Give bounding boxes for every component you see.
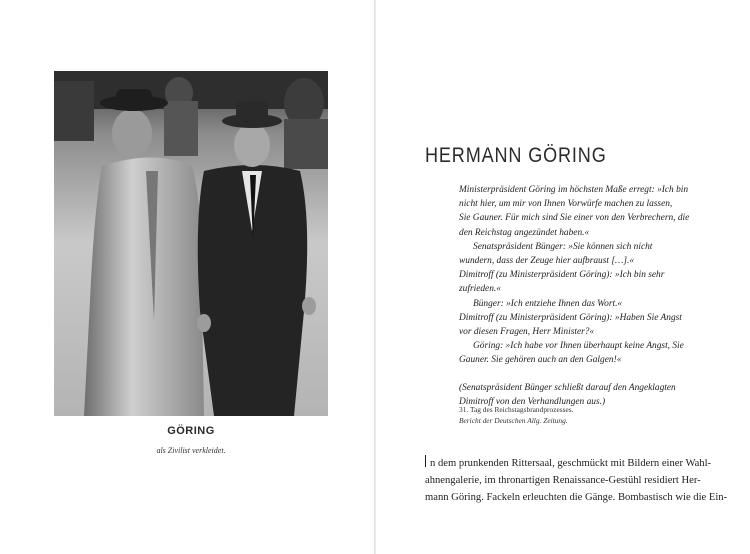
trial-transcript-quote bbox=[459, 183, 709, 409]
quote-source bbox=[459, 405, 709, 426]
source-line: 31. Tag des Reichstagsbrandprozesses. bbox=[459, 405, 574, 414]
body-line: ahnengalerie, im thronartigen Renaissance-Gestühl residiert Her- bbox=[425, 475, 701, 486]
body-line bbox=[425, 455, 712, 472]
photo-subcaption: als Zivilist verkleidet. bbox=[156, 446, 226, 455]
quote-line: Bünger: »Ich entziehe Ihnen das Wort.« bbox=[473, 298, 623, 309]
stage-note-line: (Senatspräsident Bünger schließt darauf den Angeklagten bbox=[459, 382, 676, 393]
chapter-title: HERMANN GÖRING bbox=[425, 144, 607, 167]
photo-caption: GÖRING bbox=[167, 425, 215, 437]
quote-line: Göring: »Ich habe vor Ihnen überhaupt keine Angst, Sie bbox=[473, 341, 684, 352]
quote-line: den Reichstag angezündet haben.« bbox=[459, 227, 590, 238]
quote-line: Senatspräsident Bünger: »Sie können sich nicht bbox=[473, 241, 653, 252]
quote-line: Sie Gauner. Für mich sind Sie einer von den Verbrechern, die bbox=[459, 213, 690, 224]
quote-line: wundern, dass der Zeuge hier aufbraust […].« bbox=[459, 256, 635, 267]
quote-line: nicht hier, um mir von Ihnen Vorwürfe machen zu lassen, bbox=[459, 199, 673, 210]
stage-note-line: Dimitroff von den Verhandlungen aus.) bbox=[459, 396, 606, 407]
historical-photo bbox=[54, 71, 328, 416]
quote-line: zufrieden.« bbox=[459, 284, 501, 295]
drop-cap-initial bbox=[425, 455, 429, 467]
body-line-text: n dem prunkenden Rittersaal, geschmückt mit Bildern einer Wahl- bbox=[430, 458, 712, 469]
quote-line: Dimitroff (zu Ministerpräsident Göring): »Haben Sie Angst bbox=[459, 312, 682, 323]
body-line: mann Göring. Fackeln erleuchten die Gänge. Bombastisch wie die Ein- bbox=[425, 492, 728, 503]
quote-line: Gauner. Sie gehören auch an den Galgen!« bbox=[459, 355, 622, 366]
source-line: Bericht der Deutschen Allg. Zeitung. bbox=[459, 415, 568, 425]
page-gutter bbox=[374, 0, 376, 554]
quote-line: vor diesen Fragen, Herr Minister?« bbox=[459, 327, 595, 338]
body-text bbox=[425, 455, 728, 506]
quote-line: Ministerpräsident Göring im höchsten Maße erregt: »Ich bin bbox=[459, 185, 689, 195]
quote-line: Dimitroff (zu Ministerpräsident Göring): »Ich bin sehr bbox=[459, 270, 665, 281]
